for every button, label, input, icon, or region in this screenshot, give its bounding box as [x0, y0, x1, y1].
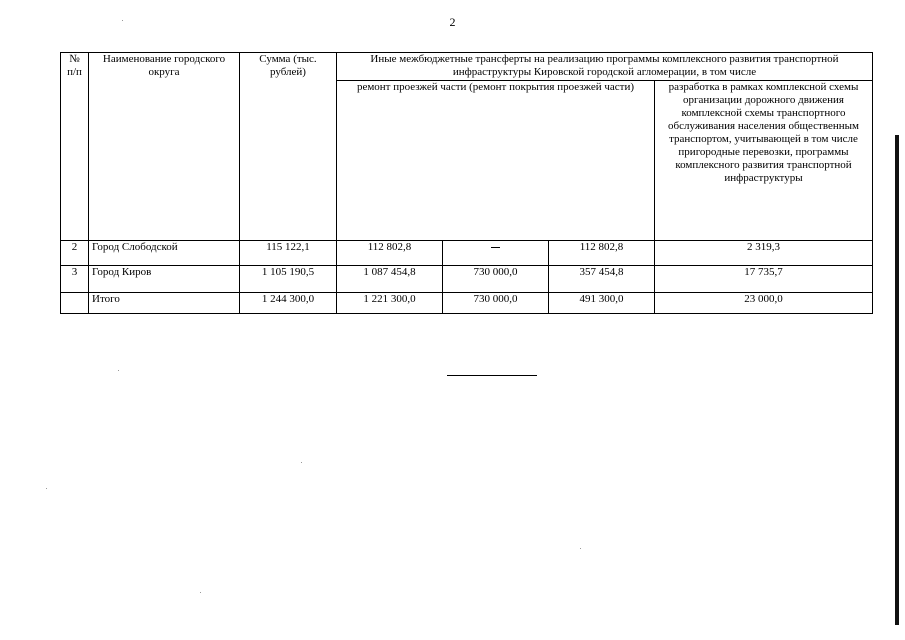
row-num: 2 — [61, 241, 89, 266]
row-name: Город Киров — [89, 266, 240, 293]
row-development: 17 735,7 — [655, 266, 873, 293]
row-repair-part2: 112 802,8 — [549, 241, 655, 266]
header-num: № п/п — [61, 53, 89, 241]
row-sum: 115 122,1 — [240, 241, 337, 266]
scan-speck — [46, 488, 47, 489]
total-development: 23 000,0 — [655, 293, 873, 314]
scan-speck — [200, 592, 201, 593]
separator-line — [447, 375, 537, 376]
total-repair-part2: 491 300,0 — [549, 293, 655, 314]
row-name: Город Слободской — [89, 241, 240, 266]
scan-speck — [301, 462, 302, 463]
header-transfers: Иные межбюджетные трансферты на реализацию программы комплексного развития транспортной инфраструктуры Кировской городской агломерации, в том числе — [337, 53, 873, 81]
total-row — [61, 293, 873, 314]
row-repair-part2: 357 454,8 — [549, 266, 655, 293]
total-repair-part1: 730 000,0 — [443, 293, 549, 314]
table-row — [61, 266, 873, 293]
row-repair-total: 1 087 454,8 — [337, 266, 443, 293]
row-sum: 1 105 190,5 — [240, 266, 337, 293]
transfers-table — [60, 52, 873, 314]
header-development: разработка в рамках комплексной схемы организации дорожного движения комплексной схемы транспортного обслуживания населения общественным транспортом, учитывающей в том числе пригородные перевозки, программы комплексного развития транспортной инфраструктуры — [655, 81, 873, 241]
total-label: Итого — [89, 293, 240, 314]
table-row — [61, 241, 873, 266]
total-sum: 1 244 300,0 — [240, 293, 337, 314]
dash-empty-value — [491, 247, 500, 248]
header-sum: Сумма (тыс. рублей) — [240, 53, 337, 241]
total-repair-total: 1 221 300,0 — [337, 293, 443, 314]
row-repair-total: 112 802,8 — [337, 241, 443, 266]
row-num: 3 — [61, 266, 89, 293]
page-number: 2 — [449, 15, 456, 29]
scan-speck — [122, 20, 123, 21]
scan-speck — [580, 548, 581, 549]
total-num — [61, 293, 89, 314]
row-repair-part1 — [443, 241, 549, 266]
scan-margin-bar — [895, 135, 899, 625]
scan-speck — [118, 370, 119, 371]
row-development: 2 319,3 — [655, 241, 873, 266]
row-repair-part1: 730 000,0 — [443, 266, 549, 293]
header-repair: ремонт проезжей части (ремонт покрытия проезжей части) — [337, 81, 655, 241]
header-name: Наименование городского округа — [89, 53, 240, 241]
